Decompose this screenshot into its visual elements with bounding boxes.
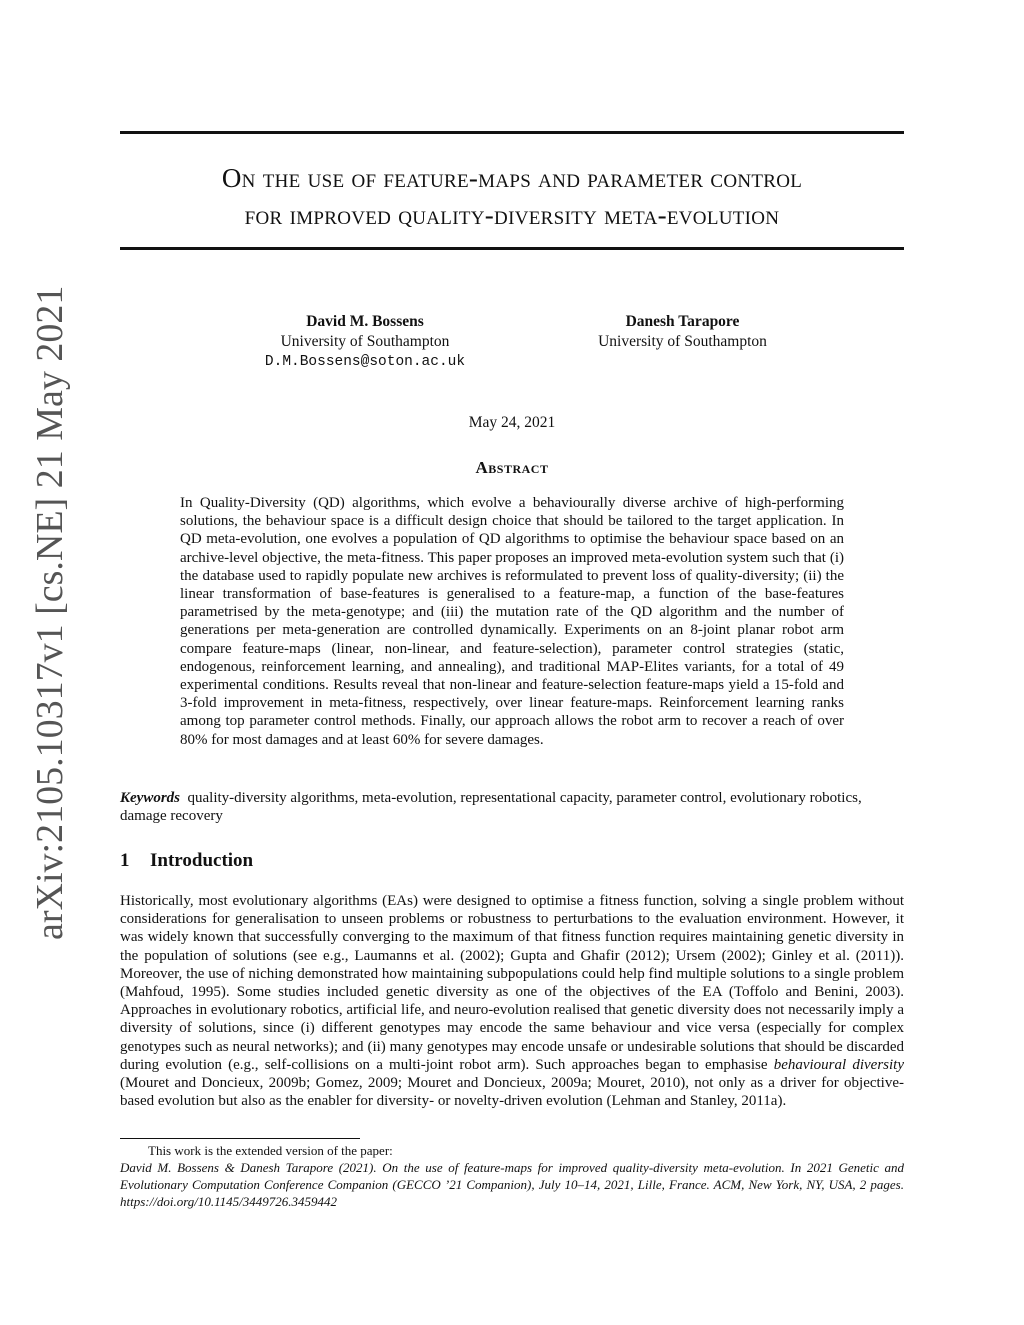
abstract-heading: Abstract	[475, 458, 549, 477]
author-1-affiliation: University of Southampton	[280, 333, 450, 350]
footnote	[120, 1142, 904, 1210]
author-2-affiliation: University of Southampton	[598, 333, 767, 350]
footnote-citation: David M. Bossens & Danesh Tarapore (2021). On the use of feature-maps for improved quality-diversity meta-evolution. In 2021 Genetic and Evolutionary Computation Conference Companion (GECCO ’21 Companion), July 10–14, 2021, Lille, France. ACM, New York, NY, USA, 2 pages. https://doi.org/10.1145/3449726.3459442	[120, 1160, 904, 1209]
keywords	[120, 789, 904, 825]
intro-text-part-2: (Mouret and Doncieux, 2009b; Gomez, 2009; Mouret and Doncieux, 2009a; Mouret, 2010), not only as a driver for objective-based evolution but also as the enabler for diversity- or novelty-driven evolution (Lehman and Stanley, 2011a).	[120, 1075, 904, 1110]
title-rule-top	[120, 131, 904, 134]
author-2	[560, 312, 805, 352]
title-initial: O	[221, 163, 242, 193]
title-rule-bottom	[120, 247, 904, 250]
section-number: 1	[120, 850, 130, 871]
author-1-email[interactable]: D.M.Bossens@soton.ac.uk	[264, 354, 466, 370]
paper-title	[120, 160, 904, 234]
author-1-name: David M. Bossens	[306, 313, 424, 330]
section-heading-introduction	[120, 850, 253, 872]
arxiv-identifier: arXiv:2105.10317v1 [cs.NE] 21 May 2021	[29, 285, 71, 940]
intro-emphasis: behavioural diversity	[773, 1056, 905, 1073]
author-2-name: Danesh Tarapore	[625, 313, 740, 330]
section-title: Introduction	[150, 850, 254, 871]
intro-text-part-1: Historically, most evolutionary algorithms (EAs) were designed to optimise a fitness function, solving a single problem without considerations for generalisation to unseen problems or robustness to perturbations to the evaluation environment. However, it was widely known that successfully converging to the maximum of that fitness function requires maintaining genetic diversity in the population of solutions (see e.g., Laumanns et al. (2002); Gupta and Ghafir (2012); Ursem (2002); Ginley et al. (2011)). Moreover, the use of niching demonstrated how maintaining subpopulations could help find multiple solutions to a single problem (Mahfoud, 1995). Some studies included genetic diversity as one of the objectives of the EA (Toffolo and Benini, 2003). Approaches in evolutionary robotics, artificial life, and neuro-evolution realised that genetic diversity does not necessarily imply a diversity of solutions, since (i) different genotypes may encode the same behaviour and vice versa (especially for complex genotypes such as neural networks); and (ii) many genotypes may encode unsafe or undesirable solutions that should be discarded during evolution (e.g., self-collisions on a multi-joint robot arm). Such approaches began to emphasise	[120, 893, 904, 1073]
keywords-label: Keywords	[120, 790, 180, 806]
footnote-line-1: This work is the extended version of the paper:	[148, 1143, 393, 1158]
abstract-text: In Quality-Diversity (QD) algorithms, which evolve a behaviourally diverse archive of high-performing solutions, the behaviour space is a difficult design choice that should be tailored to the target application. In QD meta-evolution, one evolves a population of QD algorithms to optimise the behaviour space based on an archive-level objective, the meta-fitness. This paper proposes an improved meta-evolution system such that (i) the database used to rapidly populate new archives is reformulated to prevent loss of quality-diversity; (ii) the linear transformation of base-features is generalised to a feature-map, a function of the base-features parametrised by the meta-genotype; and (iii) the mutation rate of the QD algorithm and the number of generations per meta-generation are controlled dynamically. Experiments on an 8-joint planar robot arm compare feature-maps (linear, non-linear, and feature-selection), parameter control strategies (static, endogenous, reinforcement learning, and annealing), and traditional MAP-Elites variants, for a total of 49 experimental conditions. Results reveal that non-linear and feature-selection feature-maps yield a 15-fold and 3-fold improvement in meta-fitness, respectively, over linear feature-maps. Reinforcement learning ranks among top parameter control methods. Finally, our approach allows the robot arm to recover a reach of over 80% for most damages and at least 60% for severe damages.	[180, 495, 844, 748]
title-line-2: for improved quality-diversity meta-evolution	[244, 200, 780, 230]
keywords-text: quality-diversity algorithms, meta-evolution, representational capacity, parameter control, evolutionary robotics, damage recovery	[120, 790, 862, 825]
introduction-paragraph	[120, 892, 904, 1110]
author-1	[230, 312, 500, 372]
paper-date: May 24, 2021	[468, 414, 556, 431]
title-line-1: n the use of feature-maps and parameter control	[241, 163, 803, 193]
footnote-rule	[120, 1138, 360, 1139]
